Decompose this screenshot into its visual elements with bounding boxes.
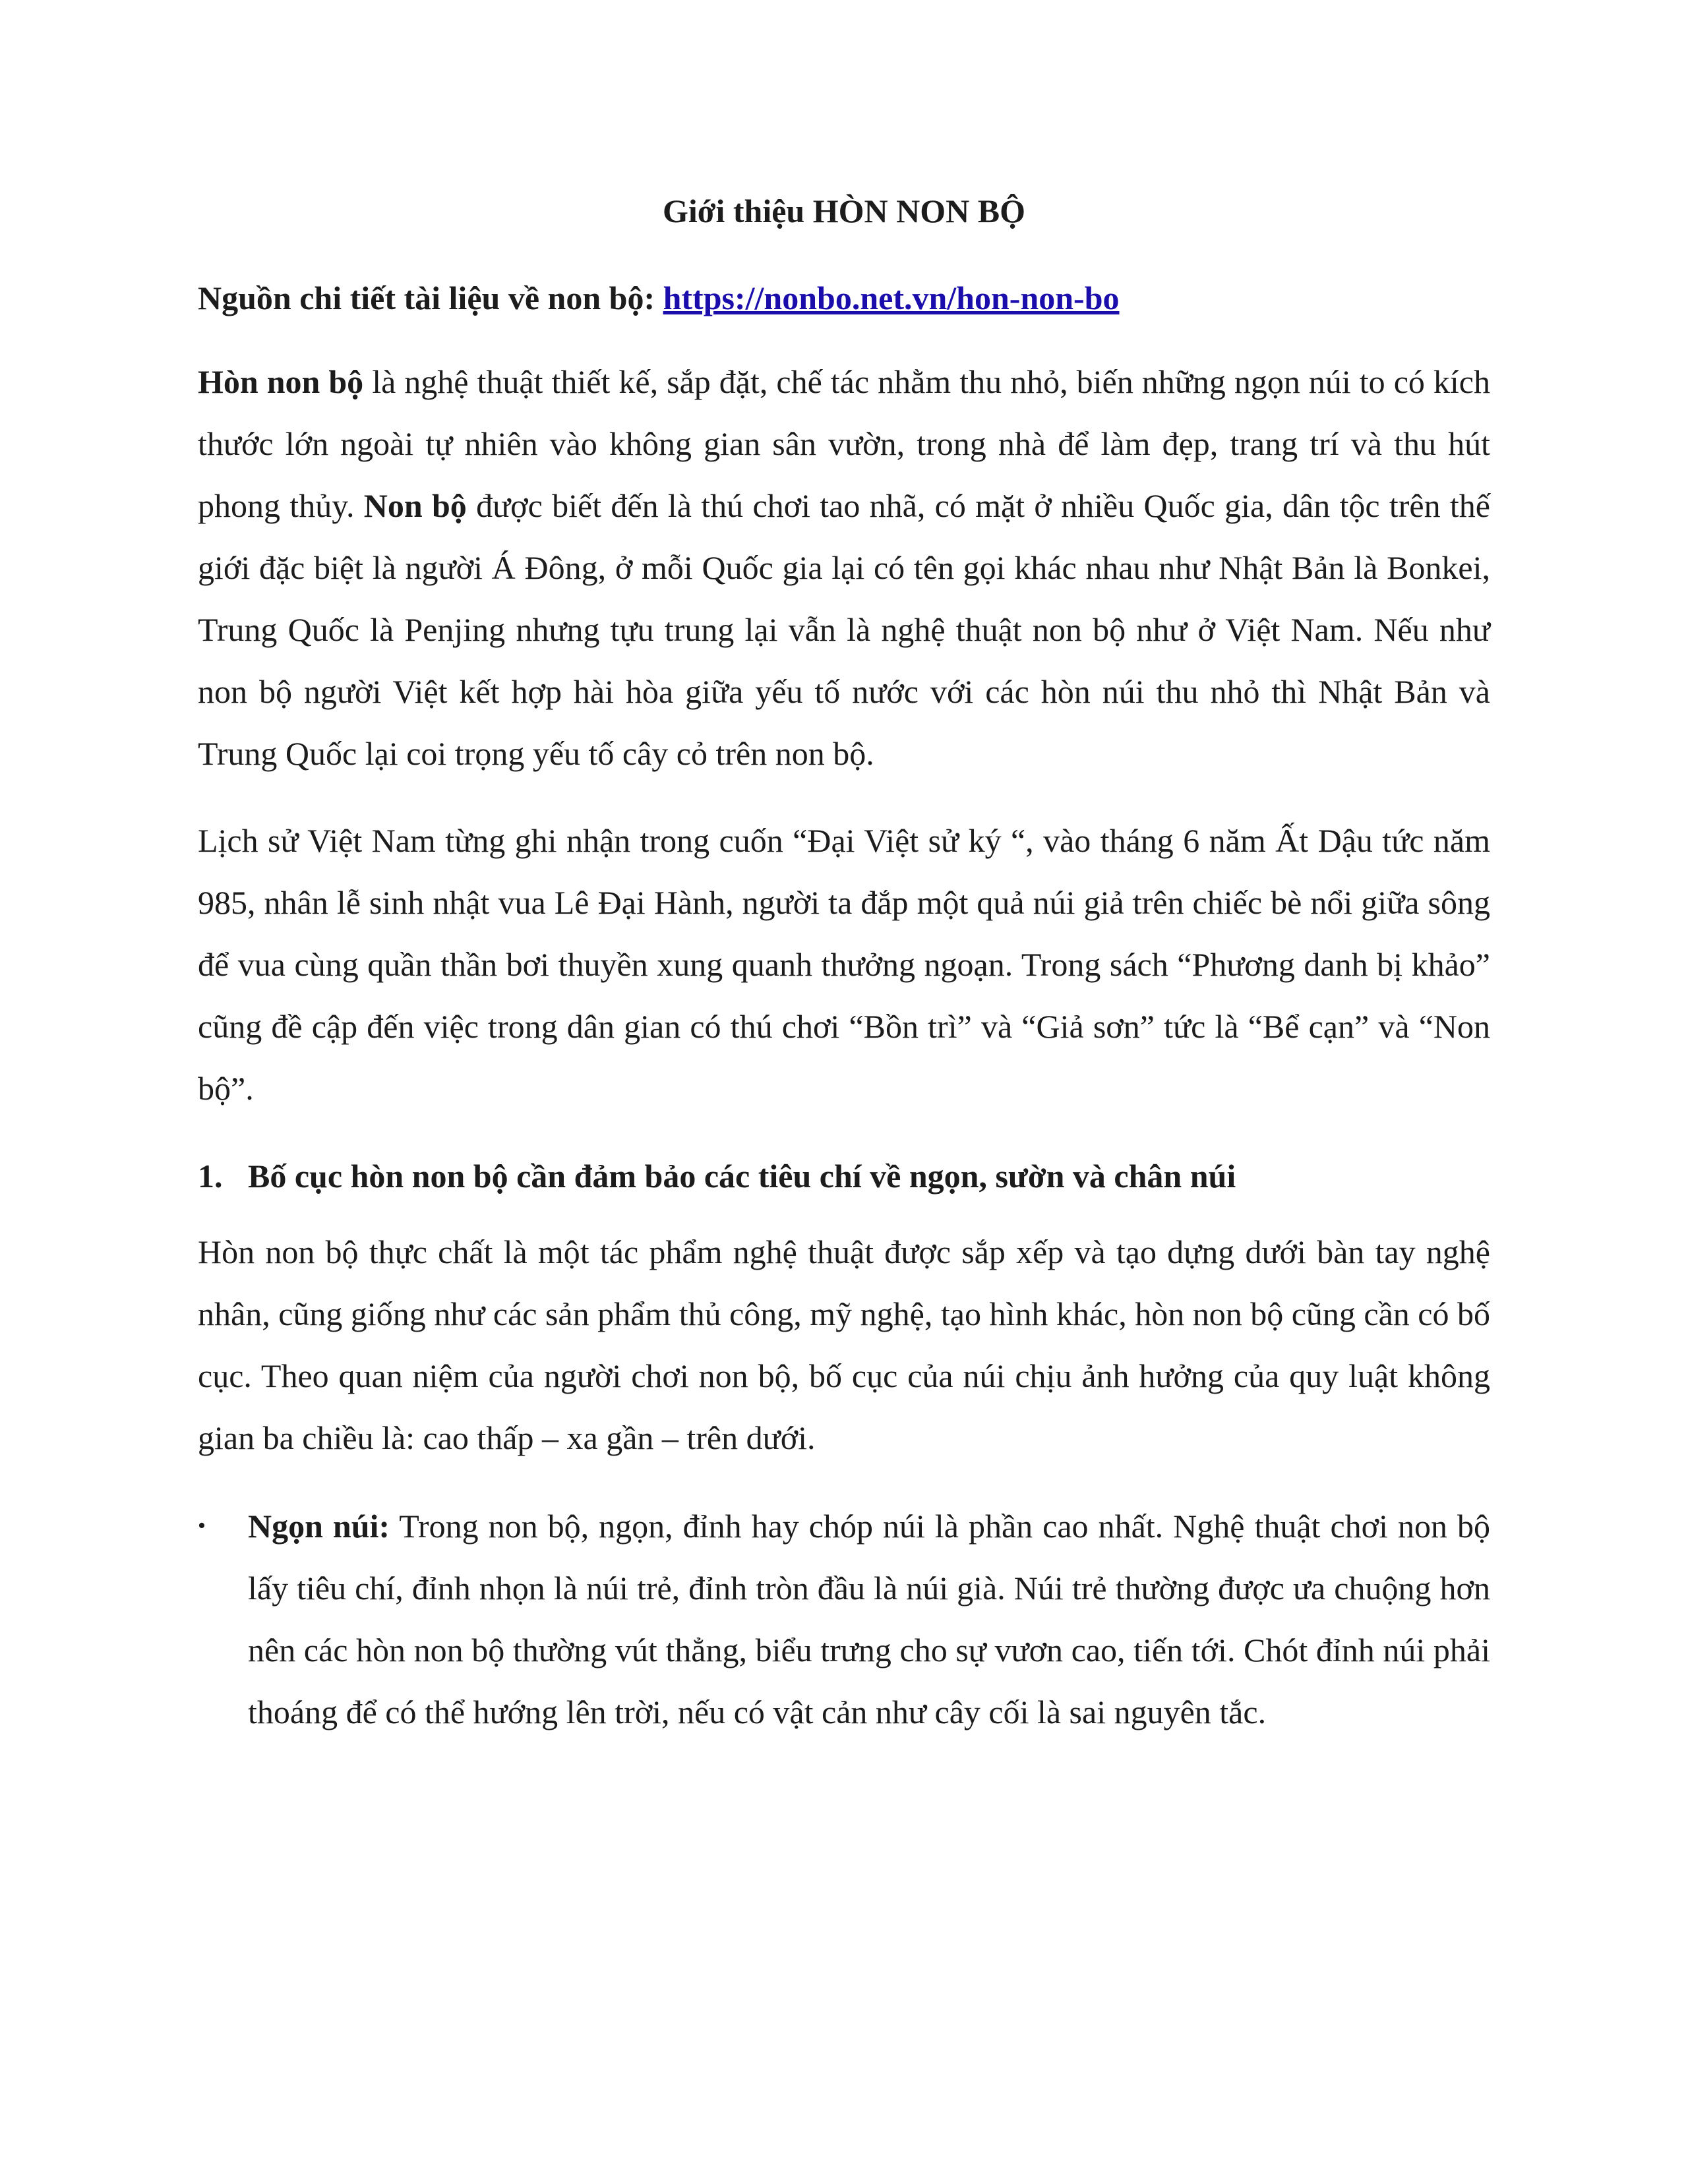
intro-text-2: được biết đến là thú chơi tao nhã, có mặt ở nhiều Quốc gia, dân tộc trên thế giới đặc biệt là người Á Đông, ở mỗi Quốc gia lại có tên gọi khác nhau như Nhật Bản là Bonkei, Trung Quốc là Penjing nhưng tựu trung lại vẫn là nghệ thuật non bộ như ở Việt Nam. Nếu như non bộ người Việt kết hợp hài hòa giữa yếu tố nước với các hòn núi thu nhỏ thì Nhật Bản và Trung Quốc lại coi trọng yếu tố cây cỏ trên non bộ. [198,487,1490,772]
bullet-marker: • [198,1514,206,1538]
source-line [198,278,1490,318]
section-paragraph: Hòn non bộ thực chất là một tác phẩm nghệ thuật được sắp xếp và tạo dựng dưới bàn tay nghệ nhân, cũng giống như các sản phẩm thủ công, mỹ nghệ, tạo hình khác, hòn non bộ cũng cần có bố cục. Theo quan niệm của người chơi non bộ, bố cục của núi chịu ảnh hưởng của quy luật không gian ba chiều là: cao thấp – xa gần – trên dưới. [198,1233,1490,1456]
document-title: Giới thiệu HÒN NON BỘ [663,192,1025,229]
source-label: Nguồn chi tiết tài liệu về non bộ: [198,280,663,316]
intro-bold-term-2: Non bộ [363,487,467,524]
intro-text-1: là nghệ thuật thiết kế, sắp đặt, chế tác nhằm thu nhỏ, biến những ngọn núi to có kích thước lớn ngoài tự nhiên vào không gian sân vườn, trong nhà để làm đẹp, trang trí và thu hút phong thủy. [198,363,1490,524]
intro-bold-term: Hòn non bộ [198,363,364,400]
list-item [198,1495,1490,1743]
source-link[interactable]: https://nonbo.net.vn/hon-non-bo [663,280,1120,316]
section-number: 1. [198,1158,223,1195]
section-heading-text: Bố cục hòn non bộ cần đảm bảo các tiêu chí về ngọn, sườn và chân núi [248,1158,1236,1195]
history-paragraph: Lịch sử Việt Nam từng ghi nhận trong cuốn “Đại Việt sử ký “, vào tháng 6 năm Ất Dậu tức năm 985, nhân lễ sinh nhật vua Lê Đại Hành, người ta đắp một quả núi giả trên chiếc bè nổi giữa sông để vua cùng quần thần bơi thuyền xung quanh thưởng ngoạn. Trong sách “Phương danh bị khảo” cũng đề cập đến việc trong dân gian có thú chơi “Bồn trì” và “Giả sơn” tức là “Bể cạn” và “Non bộ”. [198,822,1490,1107]
bullet-text [248,1495,1490,1743]
bullet-list [198,1495,1490,1743]
bullet-bold-term: Ngọn núi: [248,1508,390,1545]
section-heading [198,1156,1490,1196]
document-page [198,191,1490,1743]
intro-paragraph [198,351,1490,784]
bullet-body: Trong non bộ, ngọn, đỉnh hay chóp núi là phần cao nhất. Nghệ thuật chơi non bộ lấy tiêu chí, đỉnh nhọn là núi trẻ, đỉnh tròn đầu là núi già. Núi trẻ thường được ưa chuộng hơn nên các hòn non bộ thường vút thẳng, biểu trưng cho sự vươn cao, tiến tới. Chót đỉnh núi phải thoáng để có thể hướng lên trời, nếu có vật cản như cây cối là sai nguyên tắc. [248,1508,1491,1730]
